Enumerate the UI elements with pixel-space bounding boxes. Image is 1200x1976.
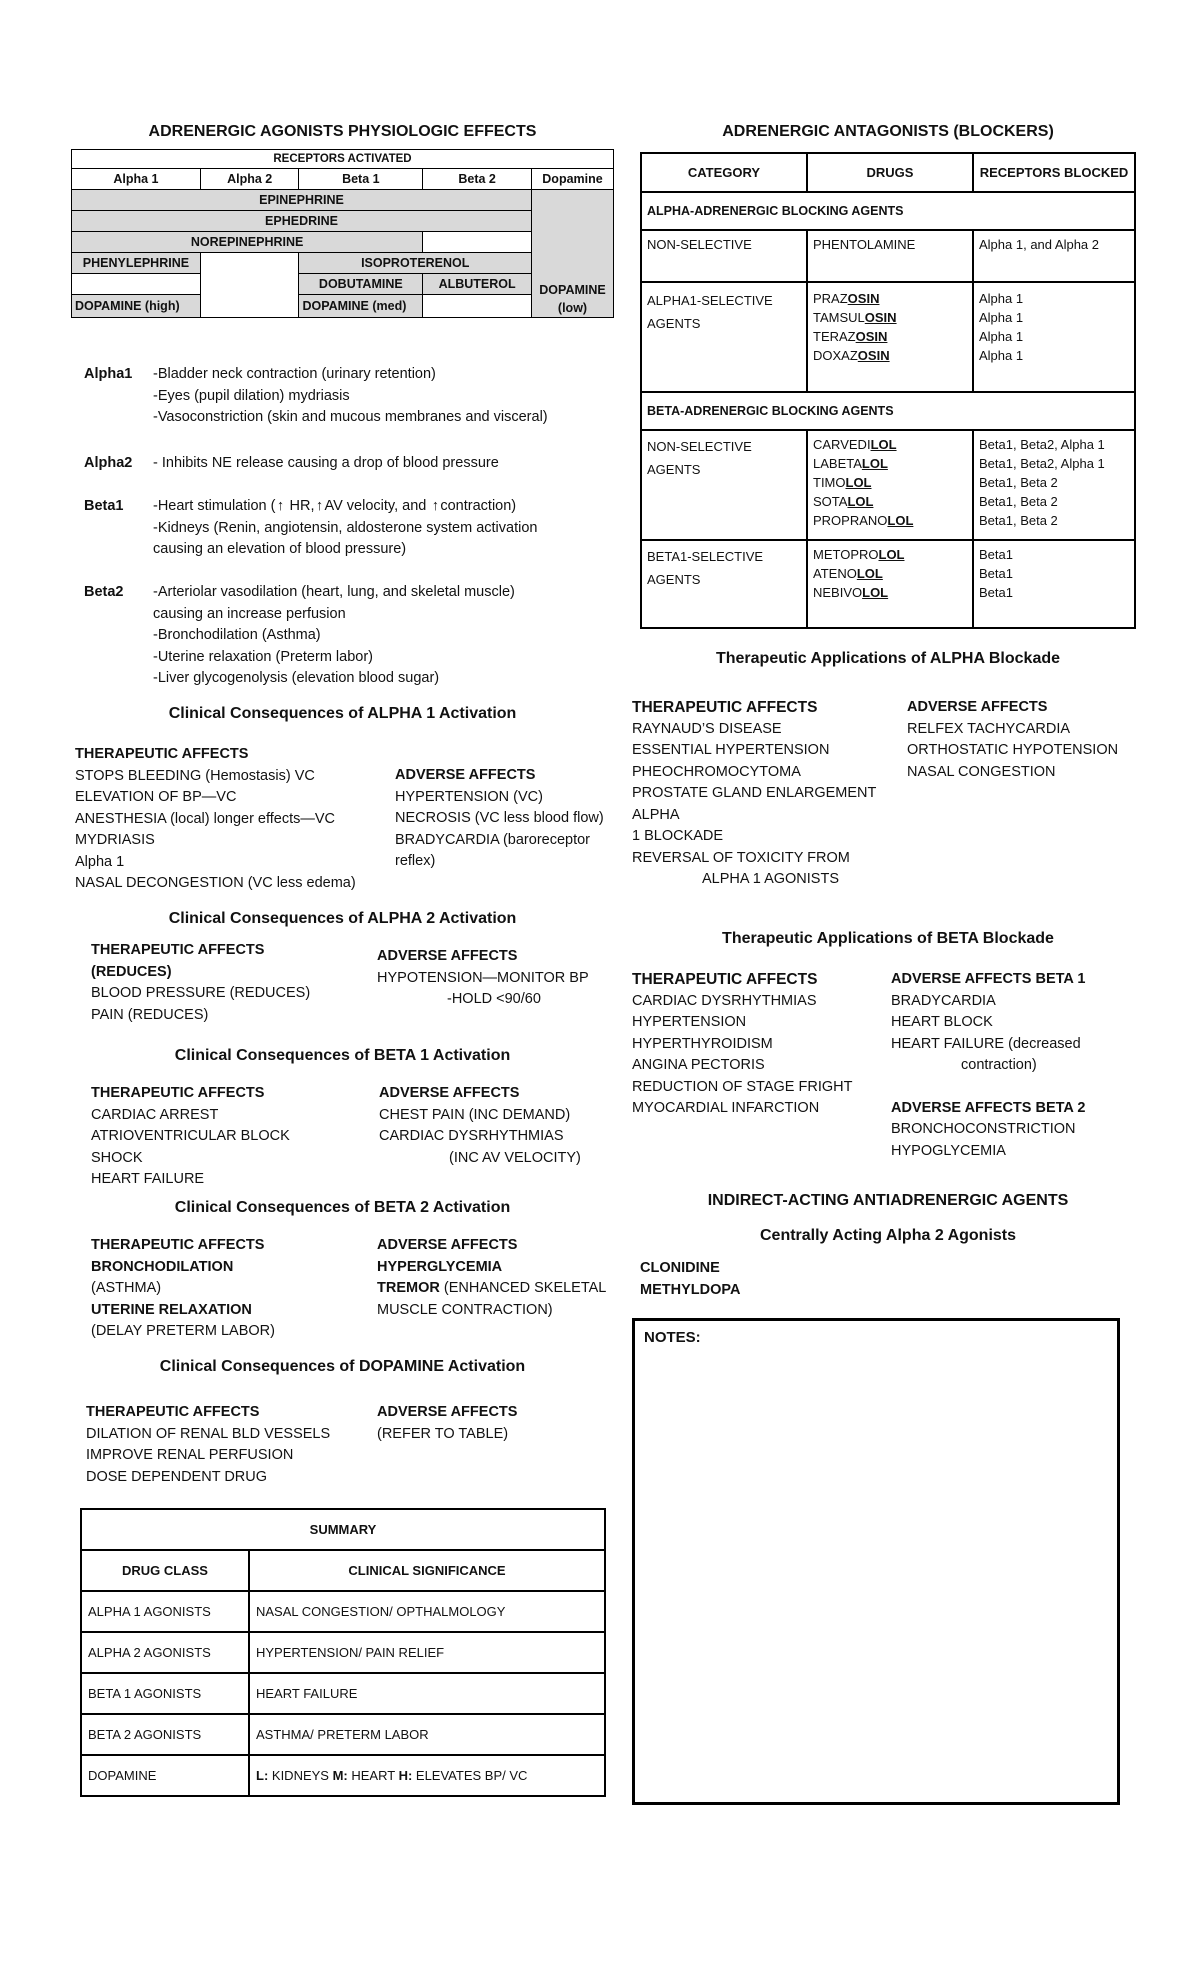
drug-name — [813, 511, 967, 530]
alpha-blocking-section: ALPHA-ADRENERGIC BLOCKING AGENTS — [641, 192, 1135, 230]
beta2-activation-title: Clinical Consequences of BETA 2 Activation — [174, 1199, 511, 1216]
list-item: CLONIDINE — [640, 1260, 720, 1276]
list-item: CHEST PAIN (INC DEMAND) — [379, 1106, 571, 1123]
drug-class-header: DRUG CLASS — [81, 1550, 249, 1591]
spacer — [891, 1077, 1085, 1098]
alpha-blockade-adverse — [907, 697, 1118, 783]
col-dopamine: Dopamine — [532, 169, 614, 190]
drug-suffix: LOL — [847, 494, 874, 509]
drug-suffix: LOL — [887, 513, 914, 528]
effect-line — [153, 496, 537, 518]
drug-class-cell: DOPAMINE — [81, 1755, 249, 1796]
alpha1-therapeutic — [75, 744, 356, 895]
list-item: 1 BLOCKADE — [632, 828, 724, 844]
list-item: ANESTHESIA (local) longer effects—VC — [75, 810, 336, 827]
beta-blockade-title: Therapeutic Applications of BETA Blockade — [722, 930, 1054, 947]
category-text: AGENTS — [647, 462, 701, 477]
list-item: HYPOGLYCEMIA — [891, 1142, 1006, 1159]
ephedrine-bar: EPHEDRINE — [72, 211, 532, 232]
list-item: NECROSIS (VC less blood flow) — [395, 810, 604, 826]
list-item: PHEOCHROMOCYTOMA — [632, 763, 801, 780]
drug-class-cell: ALPHA 2 AGONISTS — [81, 1632, 249, 1673]
list-item: BRONCHOCONSTRICTION — [891, 1121, 1076, 1137]
drug-stem: DOXAZ — [813, 348, 858, 363]
list-item: HYPERGLYCEMIA — [377, 1258, 503, 1275]
adverse-heading: ADVERSE AFFECTS — [377, 1237, 518, 1253]
list-item: CARDIAC DYSRHYTHMIAS — [632, 992, 817, 1009]
effect-text: contraction) — [440, 498, 517, 514]
beta2-therapeutic — [91, 1235, 275, 1343]
list-item: STOPS BLEEDING (Hemostasis) VC — [75, 767, 315, 784]
list-item: ATRIOVENTRICULAR BLOCK — [91, 1128, 290, 1144]
drug-name — [813, 545, 967, 564]
dopamine-therapeutic — [86, 1402, 330, 1488]
list-item: HYPOTENSION—MONITOR BP — [377, 969, 589, 986]
list-item: ALPHA 1 AGONISTS — [702, 871, 839, 887]
list-item: CARDIAC ARREST — [91, 1106, 219, 1123]
therapeutic-heading: THERAPEUTIC AFFECTS — [86, 1404, 260, 1420]
adverse-heading: ADVERSE AFFECTS — [379, 1085, 520, 1101]
receptor-text: Beta1, Beta 2 — [979, 494, 1058, 509]
receptor-cell — [973, 540, 1135, 628]
indirect-drug-list — [640, 1258, 740, 1301]
category-text: BETA1-SELECTIVE — [647, 549, 764, 564]
beta1-therapeutic — [91, 1083, 290, 1191]
tremor-label: TREMOR — [377, 1280, 440, 1296]
beta2-effects — [153, 582, 515, 690]
therapeutic-heading: THERAPEUTIC AFFECTS — [91, 1237, 265, 1253]
significance-cell: HEART FAILURE — [249, 1673, 605, 1714]
effect-line: -Arteriolar vasodilation (heart, lung, and skeletal muscle) — [153, 584, 515, 600]
up-arrow-icon: ↑ — [276, 498, 285, 514]
drug-stem: SOTA — [813, 494, 848, 509]
beta1-adverse — [379, 1083, 581, 1169]
dose-med-label: M: — [332, 1768, 348, 1783]
beta-blockade-adverse — [891, 969, 1085, 1162]
effect-line: -Bronchodilation (Asthma) — [153, 627, 321, 643]
receptor-text: Alpha 1 — [979, 329, 1024, 344]
antagonists-title: ADRENERGIC ANTAGONISTS (BLOCKERS) — [722, 123, 1054, 140]
category-header: CATEGORY — [641, 153, 807, 192]
list-item: NASAL CONGESTION — [907, 763, 1056, 780]
dose-low-text: KIDNEYS — [268, 1768, 333, 1783]
list-item: UTERINE RELAXATION — [91, 1301, 252, 1318]
drug-suffix: OSIN — [855, 329, 888, 344]
list-item: HEART BLOCK — [891, 1014, 993, 1030]
list-item: ORTHOSTATIC HYPOTENSION — [907, 742, 1119, 758]
category-cell — [641, 282, 807, 392]
drug-stem: TAMSUL — [813, 310, 865, 325]
therapeutic-heading: THERAPEUTIC AFFECTS — [632, 699, 818, 716]
col-beta2: Beta 2 — [423, 169, 532, 190]
drug-suffix: OSIN — [857, 348, 890, 363]
drug-suffix: OSIN — [864, 310, 897, 325]
category-cell: NON-SELECTIVE — [641, 230, 807, 282]
notes-label: NOTES: — [644, 1329, 701, 1346]
drug-cell — [807, 430, 973, 540]
beta1-activation-title: Clinical Consequences of BETA 1 Activation — [174, 1047, 511, 1064]
list-item: BLOOD PRESSURE (REDUCES) — [91, 985, 311, 1001]
list-item: ESSENTIAL HYPERTENSION — [632, 742, 830, 758]
list-item: REDUCTION OF STAGE FRIGHT — [632, 1078, 853, 1095]
category-text: ALPHA1-SELECTIVE — [647, 293, 773, 308]
notes-box[interactable] — [632, 1318, 1120, 1805]
list-item: (INC AV VELOCITY) — [449, 1149, 581, 1166]
drug-name — [813, 492, 967, 511]
table-row — [81, 1632, 605, 1673]
col-alpha2: Alpha 2 — [200, 169, 299, 190]
drug-class-cell: BETA 1 AGONISTS — [81, 1673, 249, 1714]
col-beta1: Beta 1 — [299, 169, 423, 190]
summary-title: SUMMARY — [81, 1509, 605, 1550]
table-row — [641, 430, 1135, 540]
drug-stem: PRAZ — [813, 291, 848, 306]
significance-cell: ASTHMA/ PRETERM LABOR — [249, 1714, 605, 1755]
list-item: DOSE DEPENDENT DRUG — [86, 1468, 268, 1485]
category-text: AGENTS — [647, 316, 701, 331]
dose-med-text: HEART — [347, 1768, 399, 1783]
alpha2-adverse — [377, 946, 589, 1011]
effect-line: -Liver glycogenolysis (elevation blood sugar) — [153, 670, 440, 686]
category-cell — [641, 430, 807, 540]
alpha2-therapeutic — [91, 940, 310, 1026]
alpha2-activation-title: Clinical Consequences of ALPHA 2 Activation — [168, 910, 517, 927]
drug-name — [813, 346, 967, 365]
table-row — [641, 230, 1135, 282]
drug-suffix: LOL — [861, 456, 888, 471]
receptor-cell — [973, 282, 1135, 392]
tremor-detail: (ENHANCED SKELETAL — [443, 1280, 607, 1296]
dopamine-low-cell — [532, 190, 614, 318]
antagonists-table — [640, 152, 1136, 629]
receptor-cell — [973, 430, 1135, 540]
drug-class-cell: ALPHA 1 AGONISTS — [81, 1591, 249, 1632]
adverse-heading: ADVERSE AFFECTS — [395, 767, 536, 783]
drugs-header: DRUGS — [807, 153, 973, 192]
col-alpha1: Alpha 1 — [72, 169, 201, 190]
receptor-text: Beta1 — [979, 566, 1013, 581]
list-item: MYOCARDIAL INFARCTION — [632, 1100, 820, 1116]
receptor-text: Alpha 1 — [979, 310, 1024, 325]
list-item: RELFEX TACHYCARDIA — [907, 720, 1071, 737]
receptors-header: RECEPTORS BLOCKED — [973, 153, 1135, 192]
effect-text: -Heart stimulation ( — [153, 498, 276, 514]
phenylephrine-bar: PHENYLEPHRINE — [72, 253, 201, 274]
drug-name — [813, 289, 967, 308]
beta1-label: Beta1 — [84, 498, 124, 514]
alpha2-label: Alpha2 — [84, 455, 133, 471]
list-item: RAYNAUD’S DISEASE — [632, 720, 782, 737]
list-item: HYPERTENSION (VC) — [395, 788, 543, 805]
effect-line: causing an increase perfusion — [153, 605, 346, 622]
dopamine-activation-title: Clinical Consequences of DOPAMINE Activation — [159, 1358, 526, 1375]
list-item: METHYLDOPA — [640, 1281, 741, 1298]
receptor-text: Alpha 1 — [979, 291, 1024, 306]
list-item: (DELAY PRETERM LABOR) — [91, 1323, 275, 1339]
drug-name — [813, 564, 967, 583]
therapeutic-heading: THERAPEUTIC AFFECTS — [91, 1085, 265, 1101]
drug-name — [813, 454, 967, 473]
category-text: NON-SELECTIVE — [647, 439, 752, 454]
table-row — [81, 1755, 605, 1796]
receptor-text: Beta1, Beta 2 — [979, 513, 1058, 528]
list-item: IMPROVE RENAL PERFUSION — [86, 1447, 294, 1463]
effect-line: -Uterine relaxation (Preterm labor) — [153, 648, 373, 665]
dose-high-text: ELEVATES BP/ VC — [412, 1768, 528, 1783]
dopamine-med-bar: DOPAMINE (med) — [299, 295, 423, 318]
list-item: PROSTATE GLAND ENLARGEMENT — [632, 785, 877, 801]
therapeutic-heading: THERAPEUTIC AFFECTS — [632, 971, 818, 988]
drug-cell — [807, 282, 973, 392]
drug-suffix: LOL — [870, 437, 897, 452]
drug-suffix: LOL — [862, 585, 889, 600]
drug-name — [813, 327, 967, 346]
alpha1-label: Alpha1 — [84, 366, 133, 382]
list-item: Alpha 1 — [75, 853, 125, 870]
alpha1-adverse — [395, 765, 604, 873]
therapeutic-heading: THERAPEUTIC AFFECTS — [75, 746, 249, 762]
category-text: AGENTS — [647, 572, 701, 587]
receptor-text: Alpha 1 — [979, 348, 1024, 363]
beta1-effects — [153, 496, 537, 561]
table-row — [81, 1591, 605, 1632]
drug-name — [813, 308, 967, 327]
effect-line: -Eyes (pupil dilation) mydriasis — [153, 387, 350, 404]
drug-suffix: LOL — [878, 547, 905, 562]
empty-cell — [200, 253, 299, 318]
alpha-blockade-therapeutic — [632, 697, 876, 891]
drug-stem: METOPRO — [813, 547, 879, 562]
norepinephrine-bar: NOREPINEPHRINE — [72, 232, 423, 253]
list-item: CARDIAC DYSRHYTHMIAS — [379, 1128, 564, 1144]
list-item: contraction) — [961, 1057, 1037, 1073]
effect-line: -Bladder neck contraction (urinary retention) — [153, 366, 436, 382]
list-item: REVERSAL OF TOXICITY FROM — [632, 849, 850, 866]
drug-name — [813, 435, 967, 454]
list-item: BRONCHODILATION — [91, 1258, 234, 1275]
drug-stem: PROPRANO — [813, 513, 888, 528]
receptor-text: Beta1 — [979, 547, 1013, 562]
adverse-heading: ADVERSE AFFECTS — [907, 699, 1048, 715]
dose-high-label: H: — [398, 1768, 413, 1783]
list-item: MYDRIASIS — [75, 832, 155, 848]
epinephrine-bar: EPINEPHRINE — [72, 190, 532, 211]
adverse-heading: ADVERSE AFFECTS BETA 1 — [891, 971, 1086, 987]
up-arrow-icon: ↑ — [431, 498, 439, 514]
table-row — [81, 1714, 605, 1755]
significance-cell — [249, 1755, 605, 1796]
table-row — [641, 282, 1135, 392]
list-item: ALPHA — [632, 806, 680, 823]
list-item — [377, 1278, 606, 1300]
drug-stem: CARVEDI — [813, 437, 871, 452]
list-item: MUSCLE CONTRACTION) — [377, 1301, 553, 1318]
drug-stem: TERAZ — [813, 329, 856, 344]
therapeutic-heading: (REDUCES) — [91, 963, 172, 980]
table-row — [81, 1673, 605, 1714]
alpha2-effect: - Inhibits NE release causing a drop of blood pressure — [153, 455, 499, 471]
drug-suffix: LOL — [845, 475, 872, 490]
drug-stem: TIMO — [813, 475, 846, 490]
drug-suffix: LOL — [856, 566, 883, 581]
empty-cell — [423, 232, 532, 253]
beta2-adverse — [377, 1235, 606, 1321]
list-item: SHOCK — [91, 1149, 143, 1166]
isoproterenol-bar: ISOPROTERENOL — [299, 253, 532, 274]
adverse-heading: ADVERSE AFFECTS — [377, 948, 518, 964]
drug-cell: PHENTOLAMINE — [807, 230, 973, 282]
indirect-subtitle: Centrally Acting Alpha 2 Agonists — [759, 1227, 1017, 1244]
dopamine-low-label: DOPAMINE — [539, 283, 606, 297]
adverse-heading: ADVERSE AFFECTS BETA 2 — [891, 1099, 1086, 1116]
drug-class-cell: BETA 2 AGONISTS — [81, 1714, 249, 1755]
agonists-title: ADRENERGIC AGONISTS PHYSIOLOGIC EFFECTS — [148, 123, 537, 140]
dobutamine-bar: DOBUTAMINE — [299, 274, 423, 295]
summary-table — [80, 1508, 606, 1797]
alpha1-activation-title: Clinical Consequences of ALPHA 1 Activation — [168, 705, 517, 722]
drug-cell — [807, 540, 973, 628]
list-item: PAIN (REDUCES) — [91, 1006, 209, 1023]
therapeutic-heading: THERAPEUTIC AFFECTS — [91, 942, 265, 958]
clinical-significance-header: CLINICAL SIGNIFICANCE — [249, 1550, 605, 1591]
significance-cell: HYPERTENSION/ PAIN RELIEF — [249, 1632, 605, 1673]
receptor-text: Beta1 — [979, 585, 1013, 600]
alpha1-effects — [153, 364, 548, 429]
alpha-blockade-title: Therapeutic Applications of ALPHA Blockade — [715, 650, 1061, 667]
list-item: (ASTHMA) — [91, 1280, 162, 1296]
adverse-heading: ADVERSE AFFECTS — [377, 1404, 518, 1420]
drug-name — [813, 473, 967, 492]
agonists-receptor-table — [71, 149, 614, 318]
drug-stem: LABETA — [813, 456, 862, 471]
albuterol-bar: ALBUTEROL — [423, 274, 532, 295]
list-item: ANGINA PECTORIS — [632, 1057, 765, 1073]
list-item: BRADYCARDIA (baroreceptor — [395, 831, 591, 848]
dopamine-adverse — [377, 1402, 517, 1445]
list-item: reflex) — [395, 853, 436, 869]
list-item: DILATION OF RENAL BLD VESSELS — [86, 1425, 331, 1442]
list-item: HEART FAILURE (decreased — [891, 1035, 1081, 1052]
significance-cell: NASAL CONGESTION/ OPTHALMOLOGY — [249, 1591, 605, 1632]
effect-line: -Kidneys (Renin, angiotensin, aldosterone system activation — [153, 519, 538, 536]
drug-suffix: OSIN — [847, 291, 880, 306]
beta-blockade-therapeutic — [632, 969, 852, 1120]
list-item: NASAL DECONGESTION (VC less edema) — [75, 875, 356, 891]
empty-cell — [423, 295, 532, 318]
table-row — [641, 540, 1135, 628]
dopamine-high-bar: DOPAMINE (high) — [72, 295, 201, 318]
drug-name — [813, 583, 967, 602]
receptor-text: Beta1, Beta2, Alpha 1 — [979, 456, 1105, 471]
list-item: HYPERTHYROIDISM — [632, 1035, 773, 1052]
effect-line: causing an elevation of blood pressure) — [153, 541, 407, 557]
list-item: HYPERTENSION — [632, 1014, 747, 1030]
dopamine-low-sub: (low) — [557, 301, 588, 315]
beta-blocking-section: BETA-ADRENERGIC BLOCKING AGENTS — [641, 392, 1135, 430]
list-item: ELEVATION OF BP—VC — [75, 789, 237, 805]
list-item: (REFER TO TABLE) — [377, 1425, 509, 1442]
drug-stem: NEBIVO — [813, 585, 863, 600]
list-item: BRADYCARDIA — [891, 992, 996, 1009]
list-item: -HOLD <90/60 — [447, 991, 541, 1007]
effect-text: HR, — [289, 498, 315, 514]
receptor-cell: Alpha 1, and Alpha 2 — [973, 230, 1135, 282]
drug-stem: ATENO — [813, 566, 857, 581]
up-arrow-icon: ↑ — [315, 498, 324, 514]
list-item: HEART FAILURE — [91, 1171, 205, 1187]
indirect-title: INDIRECT-ACTING ANTIADRENERGIC AGENTS — [707, 1192, 1069, 1209]
receptors-activated-header: RECEPTORS ACTIVATED — [72, 150, 614, 169]
effect-line: -Vasoconstriction (skin and mucous membranes and visceral) — [153, 409, 548, 425]
effect-text: AV velocity, and — [324, 498, 427, 514]
receptor-text: Beta1, Beta 2 — [979, 475, 1058, 490]
category-cell — [641, 540, 807, 628]
receptor-text: Beta1, Beta2, Alpha 1 — [979, 437, 1105, 452]
beta2-label: Beta2 — [84, 584, 124, 600]
empty-cell — [72, 274, 201, 295]
dose-low-label: L: — [256, 1768, 269, 1783]
